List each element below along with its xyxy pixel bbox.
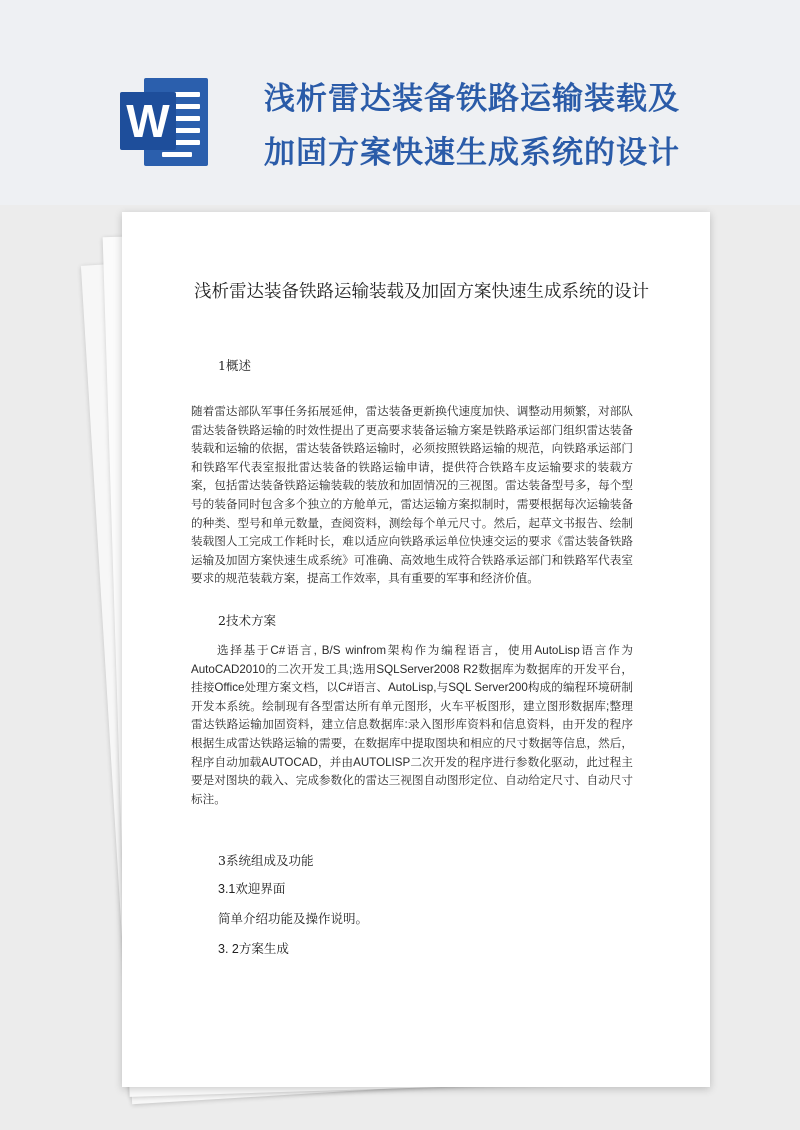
word-document-icon — [120, 72, 212, 172]
section-3-2-heading: 3. 2方案生成 — [218, 942, 289, 956]
header-banner — [0, 0, 800, 205]
section-3-heading: 3系统组成及功能 — [218, 853, 314, 868]
document-page — [122, 212, 710, 1087]
section-2-paragraph: 选择基于C#语言, B/S winfrom架构作为编程语言，使用AutoLisp语言作为AutoCAD2010的二次开发工具;选用SQLServer2008 R2数据库为数据库的开发平台，挂接Office处理方案文档，以C#语言、AutoLisp,与SQL Server200构成的编程环境研制开发本系统。绘制现有各型雷达所有单元图形，火车平板图形，建立图形数据库;整理雷达铁路运输加固资料，建立信息数据库:录入图形库资料和信息资料，由开发的程序根据生成雷达铁路运输的需要，在数据库中提取图块和相应的尺寸数据等信息，然后，程序自动加载AUTOCAD，并由AUTOLISP二次开发的程序进行参数化驱动，此过程主要是对图块的载入、完成参数化的雷达三视图自动图形定位、自动给定尺寸、自动尺寸标注。 — [191, 644, 633, 806]
section-2-heading: 2技术方案 — [218, 613, 276, 628]
section-3-1-text: 简单介绍功能及操作说明。 — [218, 911, 369, 926]
banner-title-line-1: 浅析雷达装备铁路运输装载及 — [264, 81, 680, 117]
section-1-paragraph: 随着雷达部队军事任务拓展延伸，雷达装备更新换代速度加快、调整动用频繁，对部队雷达装备铁路运输的时效性提出了更高要求装备运输方案是铁路承运部门组织雷达装备装载和运输的依据，雷达装备铁路运输时，必须按照铁路运输的规范，向铁路承运部门和铁路军代表室报批雷达装备的铁路运输申请，提供符合铁路车皮运输要求的装载方案，包括雷达装备铁路运输装载的装放和加固情况的三视图。雷达装备型号多，每个型号的装备同时包含多个独立的方舱单元，雷达运输方案拟制时，需要根据每次运输装备的种类、型号和单元数量，查阅资料，测绘每个单元尺寸。然后，起草文书报告、绘制装载图人工完成工作耗时长，难以适应向铁路承运单位快速交运的要求《雷达装备铁路运输及加固方案快速生成系统》可准确、高效地生成符合铁路承运部门和铁路军代表室要求的规范装载方案，提高工作效率，具有重要的军事和经济价值。 — [191, 404, 633, 586]
banner-title — [264, 72, 784, 180]
banner-title-line-2: 加固方案快速生成系统的设计 — [264, 135, 680, 171]
section-1-heading: 1概述 — [218, 358, 251, 373]
document-title: 浅析雷达装备铁路运输装载及加固方案快速生成系统的设计 — [194, 282, 649, 302]
word-w-badge: W — [120, 92, 176, 150]
section-3-1-heading: 3.1欢迎界面 — [218, 882, 286, 896]
